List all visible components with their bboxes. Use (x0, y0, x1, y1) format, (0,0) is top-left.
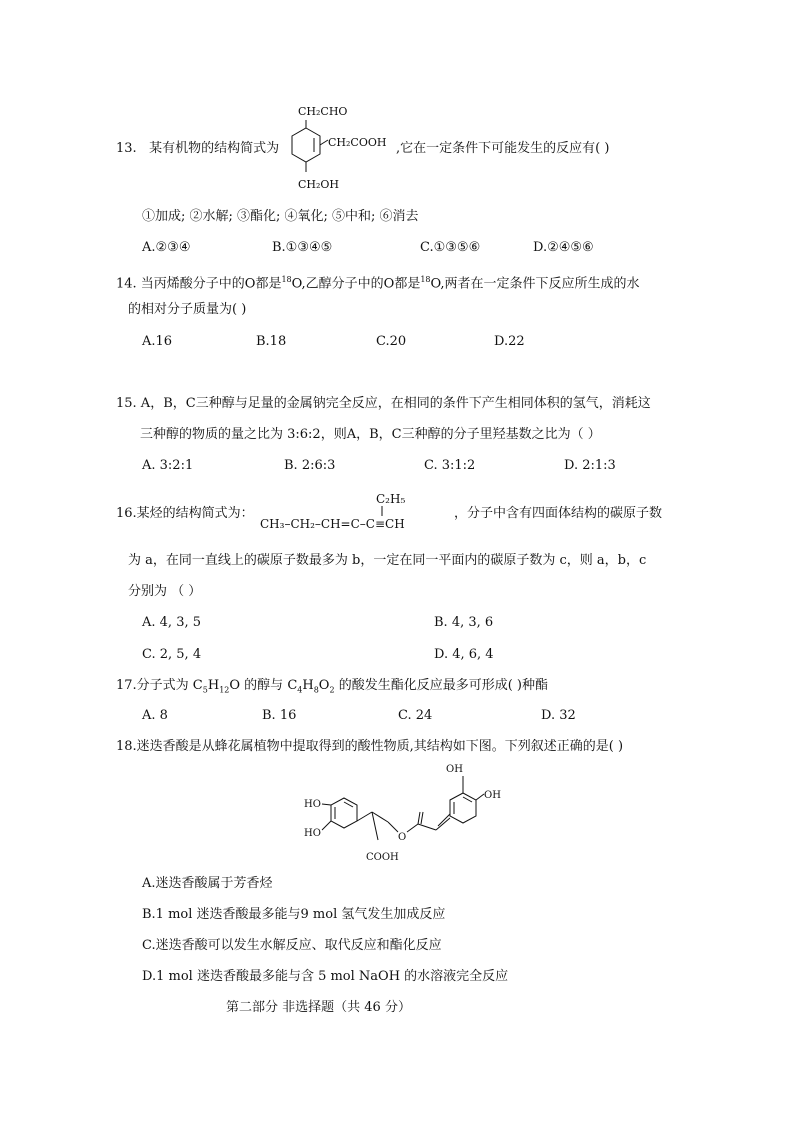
q15-line1: 15. A，B，C三种醇与足量的金属钠完全反应，在相同的条件下产生相同体积的氢气，消耗这 (116, 396, 651, 411)
q18-oh-3: OH (446, 764, 463, 775)
q16-main-chain: CH₃–CH₂–CH=C–C≡CH (260, 517, 405, 531)
q13-reactions: ①加成; ②水解; ③酯化; ④氧化; ⑤中和; ⑥消去 (142, 209, 419, 224)
q18-ester-o: O (398, 832, 407, 843)
q16-structure (258, 486, 458, 534)
q18-oh-1: HO (304, 799, 321, 810)
q18-option-a: A.迷迭香酸属于芳香烃 (142, 876, 273, 891)
q17-option-b: B. 16 (262, 708, 297, 723)
q16-option-c: C. 2, 5, 4 (142, 647, 202, 662)
q15-option-d: D. 2:1:3 (564, 458, 616, 473)
q18-option-c: C.迷迭香酸可以发生水解反应、取代反应和酯化反应 (142, 938, 442, 953)
q13-option-b: B.①③④⑤ (272, 240, 333, 255)
q17-option-a: A. 8 (142, 708, 168, 723)
q15-option-b: B. 2:6:3 (284, 458, 336, 473)
q13-sub-bottom: CH₂OH (298, 178, 340, 191)
q16-option-b: B. 4, 3, 6 (434, 615, 494, 630)
q18-oh-4: OH (484, 790, 501, 801)
q18-structure (300, 760, 520, 868)
q13-number: 13. (116, 141, 137, 156)
q16-stem-post: ，分子中含有四面体结构的碳原子数 (454, 506, 663, 521)
q13-stem (116, 141, 279, 157)
q18-stem: 18.迷迭香酸是从蜂花属植物中提取得到的酸性物质,其结构如下图。下列叙述正确的是( ) (116, 739, 624, 754)
q13-option-c: C.①③⑤⑥ (420, 240, 481, 255)
q18-option-b: B.1 mol 迷迭香酸最多能与9 mol 氢气发生加成反应 (142, 907, 446, 922)
q14-isotope-1: 18 (281, 275, 292, 284)
q13-sub-right: CH₂COOH (328, 136, 387, 149)
part2-heading: 第二部分 非选择题（共 46 分） (226, 1000, 411, 1015)
q14-line1: 14. 当丙烯酸分子中的O都是$^{18}$O,乙醇分子中的O都是$^{18}$O,两者在一定条件下反应所生成的水 (116, 275, 640, 292)
q18-cooh: COOH (366, 852, 399, 863)
q14-line2: 的相对分子质量为( ) (128, 302, 247, 317)
q16-option-a: A. 4, 3, 5 (142, 615, 201, 630)
q16-branch: C₂H₅ (376, 492, 406, 506)
q16-stem-pre: 16.某烃的结构简式为： (116, 506, 254, 521)
q13-option-a: A.②③④ (142, 240, 191, 255)
q13-stem-pre: 某有机物的结构简式为 (149, 141, 280, 156)
q15-line2: 三种醇的物质的量之比为 3:6:2，则A，B，C三种醇的分子里羟基数之比为（ ） (140, 427, 601, 442)
q14-option-b: B.18 (256, 334, 287, 349)
q16-line3: 分别为 （ ） (128, 584, 202, 599)
q15-option-c: C. 3:1:2 (424, 458, 476, 473)
q18-oh-2: HO (304, 828, 321, 839)
q17-stem: 17.分子式为 $C_5H_{12}O$ 的醇与 $C_4H_8O_2$ 的酸发生酯化反应最多可形成( )种酯 (116, 678, 548, 695)
q17-option-d: D. 32 (541, 708, 576, 723)
q16-option-d: D. 4, 6, 4 (434, 647, 494, 662)
q14-option-a: A.16 (142, 334, 173, 349)
q14-option-d: D.22 (494, 334, 525, 349)
q15-option-a: A. 3:2:1 (142, 458, 194, 473)
q17-option-c: C. 24 (398, 708, 433, 723)
q13-sub-top: CH₂CHO (298, 105, 348, 118)
q13-structure (284, 98, 396, 196)
q13-option-d: D.②④⑤⑥ (533, 240, 594, 255)
q13-stem-post: ,它在一定条件下可能发生的反应有( ) (396, 141, 610, 156)
q16-line2: 为 a，在同一直线上的碳原子数最多为 b，一定在同一平面内的碳原子数为 c，则 a，b，c (128, 553, 647, 568)
q18-option-d: D.1 mol 迷迭香酸最多能与含 5 mol NaOH 的水溶液完全反应 (142, 969, 509, 984)
q14-isotope-2: 18 (420, 275, 431, 284)
q14-option-c: C.20 (376, 334, 407, 349)
